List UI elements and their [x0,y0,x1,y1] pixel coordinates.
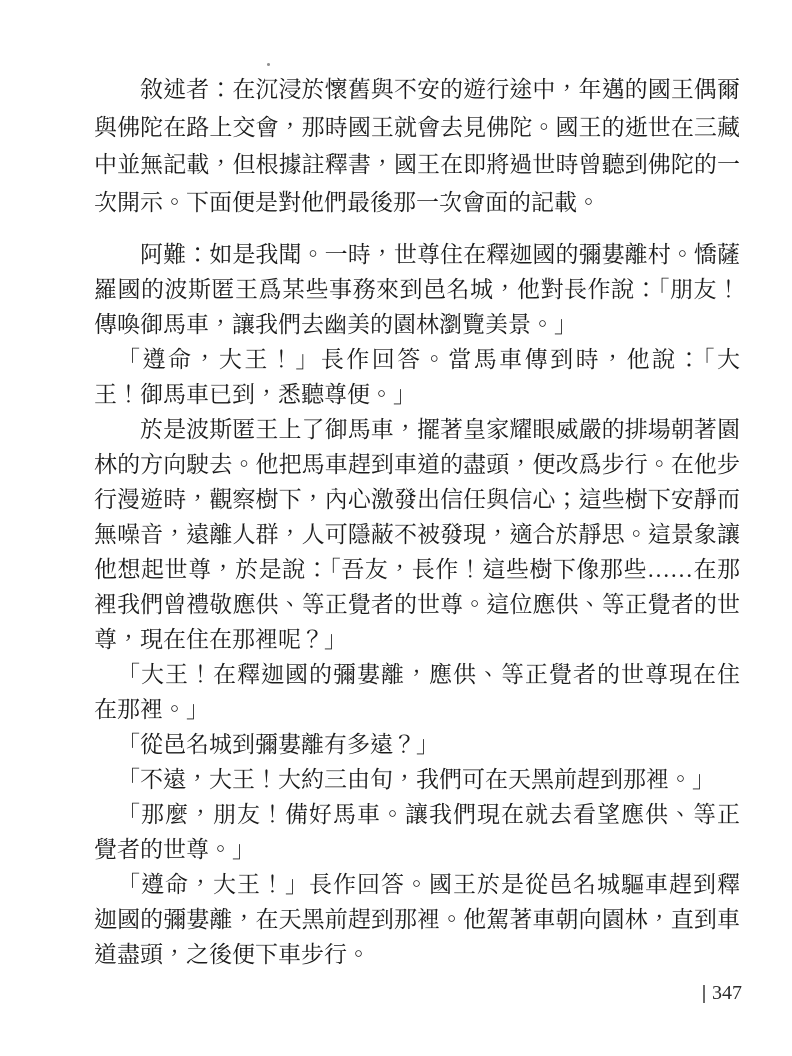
dialogue-paragraph [94,727,740,762]
text-line: 「遵命，大王！」長作回答。當馬車傳到時，他說：「大 [117,347,740,372]
text-line: 無噪音，遠離人群，人可隱蔽不被發現，適合於靜思。這景象讓 [94,522,740,547]
text-line: 「不遠，大王！大約三由旬，我們可在天黑前趕到那裡。」 [117,767,715,792]
text-line: 中並無記載，但根據註釋書，國王在即將過世時曾聽到佛陀的一 [94,152,740,177]
text-line: 王！御馬車已到，悉聽尊便。」 [94,382,416,407]
text-line: 次開示。下面便是對他們最後那一次會面的記載。 [94,189,600,215]
text-line: 他想起世尊，於是說：「吾友，長作！這些樹下像那些……在那 [94,557,740,582]
text-line: 在那裡。」 [94,697,209,722]
text-line: 與佛陀在路上交會，那時國王就會去見佛陀。國王的逝世在三藏 [94,114,740,140]
dialogue-paragraph [94,657,740,727]
text-line: 「從邑名城到彌婁離有多遠？」 [117,732,439,757]
dialogue-paragraph [94,762,740,797]
page-number-container [703,982,742,1005]
text-line: 敘述者：在沉浸於懷舊與不安的遊行途中，年邁的國王偶爾 [140,77,740,102]
text-block [94,71,740,972]
text-line: 傳喚御馬車，讓我們去幽美的園林瀏覽美景。」 [94,312,577,337]
page-number: 347 [712,982,742,1004]
dialogue-paragraph [94,797,740,867]
text-line: 行漫遊時，觀察樹下，內心激發出信任與信心；這些樹下安靜而 [94,487,740,512]
page-number-divider [703,985,705,1003]
text-line: 於是波斯匿王上了御馬車，擺著皇家耀眼威嚴的排場朝著園 [140,417,740,442]
text-line: 裡我們曾禮敬應供、等正覺者的世尊。這位應供、等正覺者的世 [94,592,740,617]
text-line: 羅國的波斯匿王爲某些事務來到邑名城，他對長作說：「朋友！ [94,277,740,302]
text-line: 尊，現在住在那裡呢？」 [94,627,347,652]
text-line: 覺者的世尊。」 [94,837,255,862]
dialogue-paragraph [94,867,740,972]
text-line: 阿難：如是我聞。一時，世尊住在釋迦國的彌婁離村。憍薩 [140,242,740,267]
scan-speck [267,63,270,66]
text-line: 林的方向駛去。他把馬車趕到車道的盡頭，便改爲步行。在他步 [94,452,740,477]
text-line: 「遵命，大王！」長作回答。國王於是從邑名城驅車趕到釋 [117,872,740,897]
text-line: 「那麼，朋友！備好馬車。讓我們現在就去看望應供、等正 [117,802,740,827]
text-line: 迦國的彌婁離，在天黑前趕到那裡。他駕著車朝向園林，直到車 [94,907,740,932]
narrator-paragraph [94,71,740,221]
ananda-paragraph [94,237,740,342]
text-line: 道盡頭，之後便下車步行。 [94,942,370,967]
text-line: 「大王！在釋迦國的彌婁離，應供、等正覺者的世尊現在住 [117,662,740,687]
narrative-paragraph [94,412,740,657]
dialogue-paragraph [94,342,740,412]
